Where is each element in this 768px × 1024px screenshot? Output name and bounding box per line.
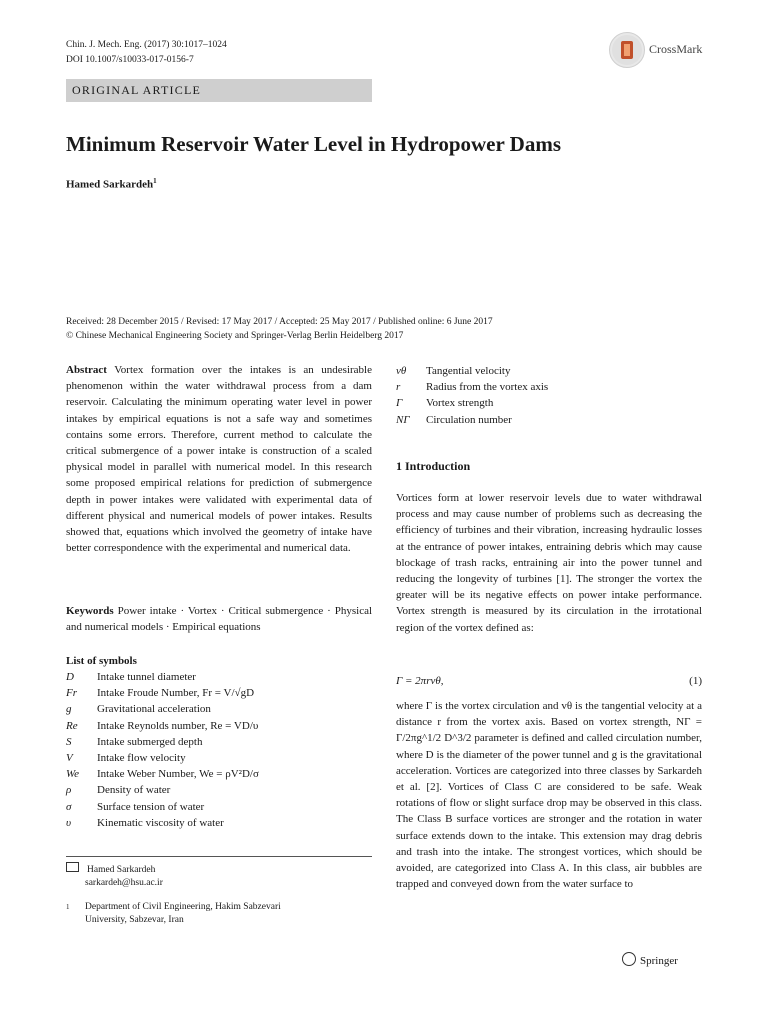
author-affiliation-mark: 1 (153, 177, 157, 185)
symbol: vθ (396, 365, 407, 377)
symbol-row (66, 718, 259, 734)
intro-paragraph-2: where Γ is the vortex circulation and vθ is the tangential velocity at a distance r from the vortex axis. Based on vortex strength, NΓ = Γ/2πg^1/2 D^3/2 parameter is defined and called circulation number, where D is the diameter of the power tunnel and g is the gravitational acceleration. Vortices are categorized into three classes by Sarkardeh et al. [2]. Vortices of Class C are considered to be safe. Weak rotations of flow or slight surface drop may be observed in this class. The Class B surface vortices are stronger and the rotation in water surface extends down to the intake. This extension may drag debris and trash into the intake. The strongest vortices, which should be avoided, are categorized into Class A. In this class, air bubbles are trapped and conveyed down from the water surface to (396, 700, 702, 891)
article-type-bar (66, 79, 372, 102)
symbol-description: Intake flow velocity (97, 752, 186, 765)
symbol-description: Intake Froude Number, Fr = V/√gD (97, 687, 255, 700)
symbol: σ (66, 800, 72, 813)
abstract-text: Vortex formation over the intakes is an undesirable phenomenon within the water withdrawal process from a dam reservoir. Calculating the minimum operating water level in power intakes by empirical equations is not a safe way and sometimes contains some errors. Therefore, current method to calculate the critical submergence of a power intake is construction of a scaled physical model in parallel with numerical model. In this research some proposed empirical relations for prediction of submergence depth in power intakes were validated with experimental data of different physical and numerical models of power intakes. Results showed that, equations which involved the geometry of intake have better correspondence with the experimental and numerical data. (66, 364, 372, 555)
symbol: V (66, 752, 73, 765)
correspondence-name: Hamed Sarkardeh (87, 865, 156, 875)
publisher-mark (622, 952, 678, 967)
author (66, 177, 157, 191)
symbol-description: Density of water (97, 784, 171, 797)
symbol-row (396, 379, 548, 395)
springer-horse-icon (622, 952, 636, 966)
symbol-row (66, 782, 259, 798)
abstract (66, 362, 372, 556)
keywords-label: Keywords (66, 605, 114, 617)
symbol-description: Circulation number (426, 413, 512, 426)
keywords-text: Power intake · Vortex · Critical submergence · Physical and numerical models · Empirical equations (66, 605, 373, 634)
symbol-description: Gravitational acceleration (97, 703, 211, 716)
affiliation (66, 901, 281, 927)
intro-paragraph-1: Vortices form at lower reservoir levels due to water withdrawal process and may cause number of problems such as decreasing the efficiency of turbines and their vibration, increasing hydraulic losses at the entrance of power intakes, entraining debris which may cause blockage of trash racks, entraining air into the power tunnel and reducing the longevity of turbines [1]. The stronger the vortex the greater will be its negative effects on power intake performance. Vortex strength is measured by its circulation in the irrotational region of the vortex defined as: (396, 492, 702, 634)
symbols-list (66, 653, 372, 831)
symbol: r (396, 381, 401, 394)
equation-body: Γ = 2πrvθ, (396, 675, 444, 687)
symbols-table (66, 669, 259, 831)
symbol-row (396, 363, 548, 379)
correspondence-email[interactable]: sarkardeh@hsu.ac.ir (85, 878, 163, 888)
symbol: Re (66, 719, 78, 732)
affiliation-line2: University, Sabzevar, Iran (85, 915, 184, 925)
symbol: υ (66, 816, 72, 829)
footnote-rule (66, 856, 372, 857)
publisher-name: Springer (640, 955, 678, 967)
symbol-description: Vortex strength (426, 397, 494, 410)
copyright-line: © Chinese Mechanical Engineering Society and Springer-Verlag Berlin Heidelberg 2017 (66, 331, 404, 341)
symbol-row (66, 685, 259, 701)
correspondence (66, 862, 163, 890)
equation-number: (1) (689, 675, 702, 687)
symbol-row (66, 701, 259, 717)
symbol: S (66, 735, 72, 748)
symbol-description: Radius from the vortex axis (426, 381, 549, 394)
symbol-row (66, 799, 259, 815)
symbol-row (66, 815, 259, 831)
symbol: ρ (66, 784, 72, 797)
symbol: g (66, 703, 72, 716)
symbols-heading: List of symbols (66, 655, 137, 667)
symbols-list-continued (396, 363, 702, 428)
doi[interactable]: DOI 10.1007/s10033-017-0156-7 (66, 55, 194, 65)
journal-citation: Chin. J. Mech. Eng. (2017) 30:1017–1024 (66, 40, 227, 50)
symbol-description: Intake tunnel diameter (97, 671, 196, 683)
paper-title: Minimum Reservoir Water Level in Hydropower Dams (66, 132, 562, 156)
symbol-row (396, 412, 548, 428)
symbol: D (66, 671, 74, 683)
section-heading-introduction: 1 Introduction (396, 459, 471, 473)
affiliation-number: 1 (66, 903, 70, 911)
keywords (66, 603, 372, 635)
crossmark-badge[interactable] (609, 30, 739, 70)
symbol: Γ (396, 397, 403, 410)
symbol: We (66, 768, 80, 781)
crossmark-label: CrossMark (649, 42, 703, 56)
author-name: Hamed Sarkardeh (66, 178, 154, 191)
affiliation-line1: Department of Civil Engineering, Hakim Sabzevari (85, 902, 281, 912)
dates-line: Received: 28 December 2015 / Revised: 17 May 2017 / Accepted: 25 May 2017 / Published online: 6 June 2017 (66, 317, 493, 327)
envelope-icon (66, 862, 79, 872)
symbol-description: Intake submerged depth (97, 735, 203, 748)
crossmark-icon (609, 32, 645, 68)
symbol-row (66, 750, 259, 766)
symbols-table-continued (396, 363, 548, 428)
symbol-row (396, 395, 548, 411)
symbol: NΓ (396, 413, 410, 426)
symbol-description: Tangential velocity (426, 365, 511, 377)
symbol-description: Kinematic viscosity of water (97, 816, 224, 829)
symbol: Fr (66, 687, 77, 700)
symbol-description: Surface tension of water (97, 800, 205, 813)
symbol-row (66, 669, 259, 685)
publication-dates (66, 315, 686, 343)
article-type: ORIGINAL ARTICLE (72, 83, 202, 97)
symbol-description: Intake Weber Number, We = ρV²D/σ (97, 768, 259, 781)
equation-1 (396, 675, 702, 687)
symbol-description: Intake Reynolds number, Re = VD/υ (97, 719, 259, 732)
symbol-row (66, 734, 259, 750)
abstract-label: Abstract (66, 364, 107, 376)
symbol-row (66, 766, 259, 782)
